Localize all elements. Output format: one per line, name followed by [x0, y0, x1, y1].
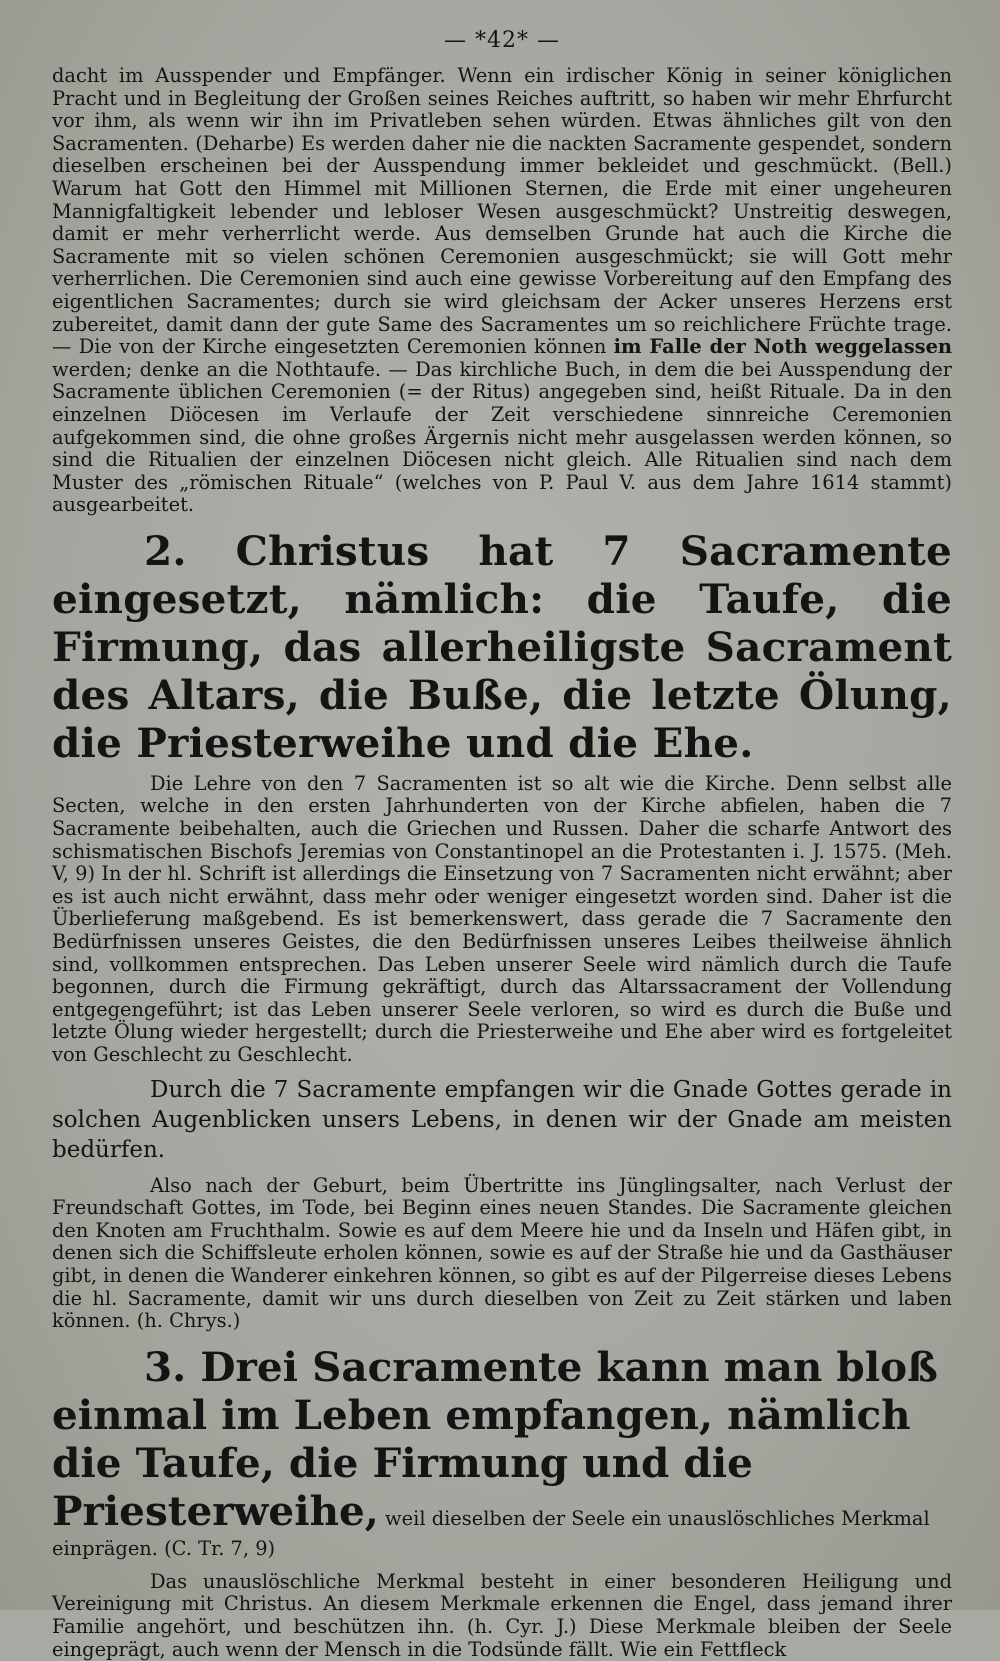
page-number: — *42* — [444, 28, 560, 53]
subheading-grace: Durch die 7 Sacramente empfangen wir die Gnade Gottes gerade in solchen Augenblicken unsers Lebens, in denen wir der Gnade am meisten bedürfen. [52, 1076, 952, 1163]
paragraph-indelible-mark: Das unauslöschliche Merkmal besteht in einer besonderen Heiligung und Vereinigung mit Christus. An diesem Merkmale erkennen die Engel, dass jemand ihrer Familie angehört, und beschützen ihn. (h. Cyr. J.) Diese Merkmale bleiben der Seele eingeprägt, auch wenn der Mensch in die Todsünde fällt. Wie ein Fettfleck [52, 1569, 952, 1661]
heading-seven-sacraments-text: Christus hat 7 Sacramente eingesetzt, nämlich: die Taufe, die Firmung, das allerheiligste Sacrament des Altars, die Buße, die letzte Ölung, die Priesterweihe und die Ehe. [52, 526, 952, 767]
heading-three-sacraments [52, 1343, 952, 1563]
page-content [52, 28, 952, 1661]
paragraph-occasions: Also nach der Geburt, beim Übertritte ins Jünglingsalter, nach Verlust der Freundschaft Gottes, im Tode, bei Beginn eines neuen Standes. Die Sacramente gleichen den Knoten am Fruchthalm. Sowie es auf dem Meere hie und da Inseln und Häfen gibt, in denen sich die Schiffsleute erholen können, sowie es auf der Straße hie und da Gasthäuser gibt, in denen die Wanderer einkehren können, so gibt es auf der Pilgerreise dieses Lebens die hl. Sacramente, damit wir uns durch dieselben von Zeit zu Zeit stärken und laben können. (h. Chrys.) [52, 1173, 952, 1333]
paragraph-ceremonies-bold: im Falle der Noth weggelassen [613, 335, 953, 359]
heading-seven-sacraments [52, 527, 952, 767]
paragraph-ceremonies-text: dacht im Ausspender und Empfänger. Wenn ein irdischer König in seiner königlichen Pracht und in Begleitung der Großen seines Reiches auftritt, so haben wir mehr Ehrfurcht vor ihm, als wenn wir ihn im Privatleben sehen würden. Etwas ähnliches gilt von den Sacramenten. (Deharbe) Es werden daher nie die nackten Sacramente gespendet, sondern dieselben erscheinen bei der Ausspendung immer bekleidet und geschmückt. (Bell.) Warum hat Gott den Himmel mit Millionen Sternen, die Erde mit einer ungeheuren Mannigfaltigkeit lebender und lebloser Wesen ausgeschmückt? Unstreitig deswegen, damit er mehr verherrlicht werde. Aus demselben Grunde hat auch die Kirche die Sacramente mit so vielen schönen Ceremonien ausgeschmückt; sie will Gott mehr verherrlichen. Die Ceremonien sind auch eine gewisse Vorbereitung auf den Empfang des eigentlichen Sacramentes; durch sie wird gleichsam der Acker unseres Herzens erst zubereitet, damit dann der gute Same des Sacramentes um so reichlichere Früchte trage. — Die von der Kirche eingesetzten Ceremonien können [52, 64, 952, 359]
paragraph-ceremonies-end: werden; denke an die Nothtaufe. — Das kirchliche Buch, in dem die bei Ausspendung der Sacramente üblichen Ceremonien (= der Ritus) angegeben sind, heißt Rituale. Da in den einzelnen Diöcesen im Verlaufe der Zeit verschiedene sinnreiche Ceremonien aufgekommen sind, die ohne großes Ärgernis nicht mehr ausgelassen werden können, so sind die Ritualien der einzelnen Diöcesen nicht gleich. Alle Ritualien sind nach dem Muster des „römischen Rituale“ (welches von P. Paul V. aus dem Jahre 1614 stammt) ausgearbeitet. [52, 357, 952, 517]
paragraph-doctrine: Die Lehre von den 7 Sacramenten ist so alt wie die Kirche. Denn selbst alle Secten, welche in den ersten Jahrhunderten von der Kirche abfielen, haben die 7 Sacramente beibehalten, auch die Griechen und Russen. Daher die scharfe Antwort des schismatischen Bischofs Jeremias von Constantinopel an die Protestanten i. J. 1575. (Meh. V, 9) In der hl. Schrift ist allerdings die Einsetzung von 7 Sacramenten nicht erwähnt; aber es ist auch nicht erwähnt, dass mehr oder weniger eingesetzt worden sind. Daher ist die Überlieferung maßgebend. Es ist bemerkenswert, dass gerade die 7 Sacramente den Bedürfnissen unseres Geistes, die den Bedürfnissen unseres Leibes theilweise ähnlich sind, vollkommen entsprechen. Das Leben unserer Seele wird nämlich durch die Taufe begonnen, durch die Firmung gekräftigt, durch das Altarssacrament der Vollendung entgegengeführt; ist das Leben unserer Seele verloren, so wird es durch die Buße und letzte Ölung wieder hergestellt; durch die Priesterweihe und Ehe aber wird es fortgeleitet von Geschlecht zu Geschlecht. [52, 771, 952, 1066]
heading-seven-sacraments-number: 2. [144, 526, 187, 575]
heading-three-sacraments-reason: weil dieselben der Seele ein unauslöschliches Merkmal einprägen. (C. Tr. 7, 9) [52, 1506, 930, 1560]
paragraph-ceremonies [52, 65, 952, 517]
heading-three-sacraments-text: 3. Drei Sacramente kann man bloß einmal im Leben empfangen, nämlich die Taufe, die Firmung und die Priesterweihe, [52, 1342, 938, 1535]
